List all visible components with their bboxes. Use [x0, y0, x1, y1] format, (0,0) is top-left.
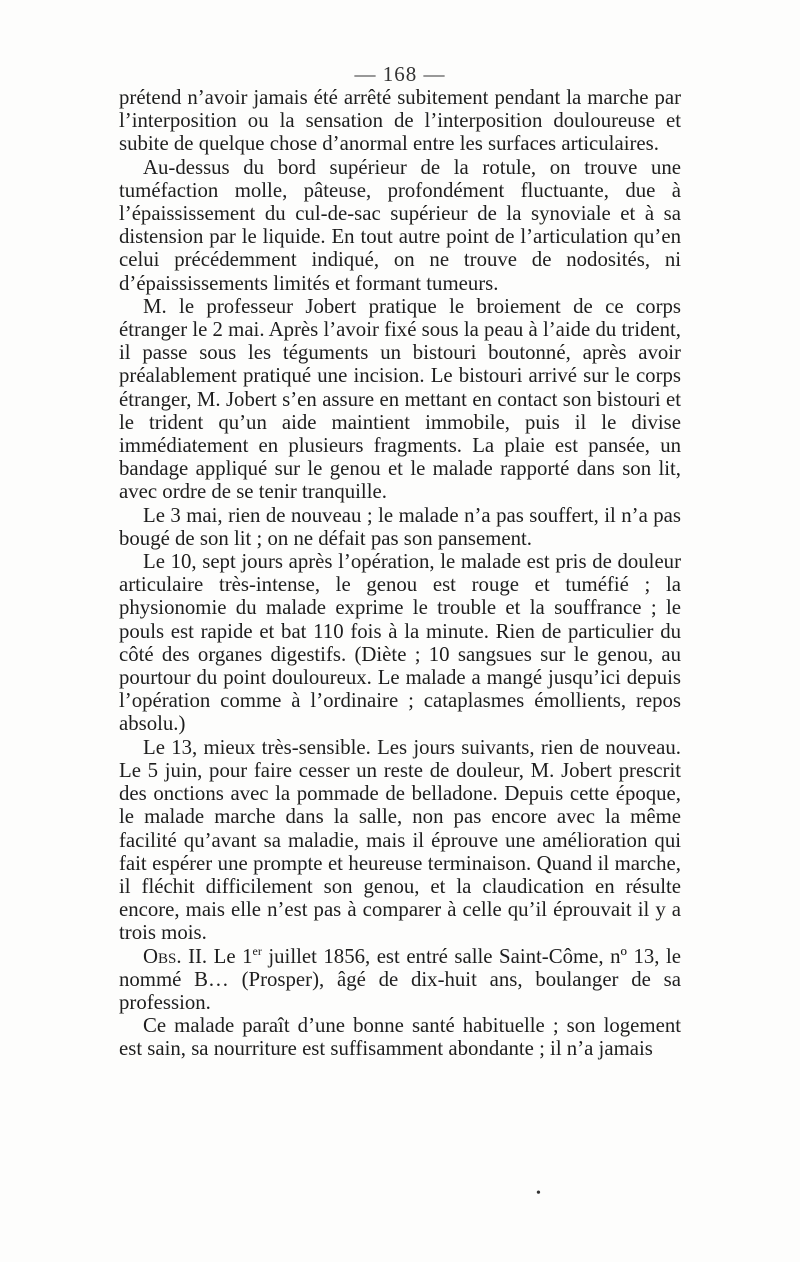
ordinal-superscript: er	[252, 943, 262, 958]
paragraph-6: Le 13, mieux très-sensible. Les jours suivants, rien de nouveau. Le 5 juin, pour faire cesser un reste de douleur, M. Jobert prescrit des onctions avec la pommade de belladone. Depuis cette époque, le malade marche dans la salle, non pas encore avec la même facilité qu’avant sa maladie, mais il éprouve une amélioration qui fait espérer une prompte et heureuse terminaison. Quand il marche, il fléchit difficilement son genou, et la claudication en résulte encore, mais elle n’est pas à comparer à celle qu’il éprouvait il y a trois mois.	[119, 735, 681, 945]
paragraph-2: Au-dessus du bord supérieur de la rotule, on trouve une tuméfaction molle, pâteuse, profondément fluctuante, due à l’épaississement du cul-de-sac supérieur de la synoviale et à sa distension par le liquide. En tout autre point de l’articulation qu’en celui précédemment indiqué, on ne trouve de nodosités, ni d’épaississements limités et formant tumeurs.	[119, 155, 681, 295]
paragraph-3: M. le professeur Jobert pratique le broiement de ce corps étranger le 2 mai. Après l’avoir fixé sous la peau à l’aide du trident, il passe sous les téguments un bistouri boutonné, après avoir préalablement pratiqué une incision. Le bistouri arrivé sur le corps étranger, M. Jobert s’en assure en mettant en contact son bistouri et le trident qu’un aide maintient immobile, puis il le divise immédiatement en plusieurs fragments. La plaie est pansée, un bandage appliqué sur le genou et le malade rapporté dans son lit, avec ordre de se tenir tranquille.	[119, 294, 681, 504]
observation-paragraph	[119, 945, 681, 1015]
body-text	[119, 86, 681, 1061]
observation-text-rest: juillet 1856, est entré salle Saint-Côme, nº 13, le nommé B… (Prosper), âgé de dix-huit ans, boulanger de sa profession.	[119, 944, 681, 1014]
observation-text-start: Le 1	[207, 944, 253, 968]
paragraph-5: Le 10, sept jours après l’opération, le malade est pris de douleur articulaire très-intense, le genou est rouge et tuméfié ; la physionomie du malade exprime le trouble et la souffrance ; le pouls est rapide et bat 110 fois à la minute. Rien de particulier du côté des organes digestifs. (Diète ; 10 sangsues sur le genou, au pourtour du point douloureux. Le malade a mangé jusqu’ici depuis l’opération comme à l’ordinaire ; cataplasmes émollients, repos absolu.)	[119, 550, 681, 736]
paragraph-last: Ce malade paraît d’une bonne santé habituelle ; son logement est sain, sa nourriture est suffisamment abondante ; il n’a jamais	[119, 1014, 681, 1061]
footer-mark: •	[536, 1186, 541, 1201]
observation-label: Obs. II.	[143, 944, 208, 968]
paragraph-4: Le 3 mai, rien de nouveau ; le malade n’a pas souffert, il n’a pas bougé de son lit ; on ne défait pas son pansement.	[119, 503, 681, 550]
paragraph-1: prétend n’avoir jamais été arrêté subitement pendant la marche par l’interposition ou la sensation de l’interposition douloureuse et subite de quelque chose d’anormal entre les surfaces articulaires.	[119, 86, 681, 156]
page-number: — 168 —	[354, 62, 446, 86]
